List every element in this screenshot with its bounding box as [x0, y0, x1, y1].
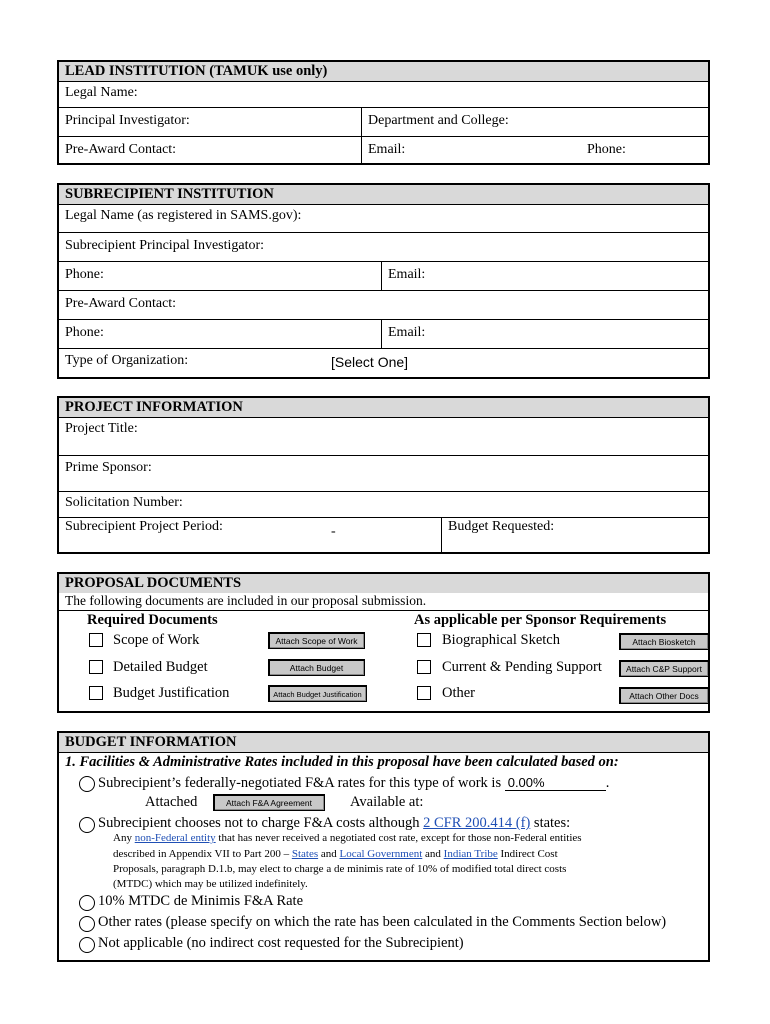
sub-email-label-1: Email:	[388, 267, 426, 282]
sub-org-type-label: Type of Organization:	[65, 353, 189, 368]
project-period-separator: -	[331, 524, 336, 539]
sub-pre-award-row	[59, 291, 708, 320]
lead-phone-label: Phone:	[587, 142, 626, 157]
budget-information-section	[57, 731, 710, 962]
lead-email-label: Email:	[368, 142, 406, 157]
attach-budget-button[interactable]: Attach Budget	[268, 659, 365, 676]
quote-line-2d: Indirect Cost	[500, 848, 558, 860]
quote-line-1a: Any	[113, 832, 132, 844]
quote-line-2c: and	[425, 848, 441, 860]
negotiated-rate-radio[interactable]	[79, 776, 95, 792]
budget-justification-label: Budget Justification	[113, 685, 230, 701]
sub-phone-field-1[interactable]	[59, 262, 381, 290]
current-pending-checkbox[interactable]	[417, 660, 431, 674]
sub-phone-label-2: Phone:	[65, 325, 104, 340]
states-link[interactable]: States	[291, 848, 319, 860]
sub-org-type-row	[59, 349, 708, 378]
lead-email-field[interactable]	[361, 137, 584, 165]
quote-line-3: Proposals, paragraph D.1.b, may elect to charge a de minimis rate of 10% of modified total direct costs	[113, 863, 567, 875]
lead-legal-name-label: Legal Name:	[65, 85, 138, 100]
quote-line-2a: described in Appendix VII to Part 200 –	[113, 848, 290, 860]
project-information-section	[57, 396, 710, 554]
sub-pre-award-field[interactable]	[59, 291, 708, 319]
lead-pi-label: Principal Investigator:	[65, 113, 190, 128]
sub-phone-label-1: Phone:	[65, 267, 104, 282]
lead-pre-award-row	[59, 137, 708, 165]
lead-institution-header: LEAD INSTITUTION (TAMUK use only)	[59, 62, 708, 82]
project-title-field[interactable]	[59, 418, 708, 455]
applicable-documents-title: As applicable per Sponsor Requirements	[414, 612, 667, 628]
budget-header: BUDGET INFORMATION	[59, 733, 708, 753]
sub-email-label-2: Email:	[388, 325, 426, 340]
lead-institution-section	[57, 60, 710, 165]
project-period-label: Subrecipient Project Period:	[65, 519, 223, 534]
project-period-field[interactable]	[59, 518, 443, 554]
indian-tribe-link[interactable]: Indian Tribe	[443, 848, 498, 860]
sub-pi-label: Subrecipient Principal Investigator:	[65, 238, 265, 253]
non-federal-entity-link[interactable]: non-Federal entity	[134, 832, 216, 844]
no-fa-charge-label	[98, 815, 570, 832]
required-documents-title: Required Documents	[87, 612, 218, 628]
quote-line-1b: that has never received a negotiated cost rate, except for those non-Federal entities	[218, 832, 582, 844]
sub-pi-row	[59, 233, 708, 262]
project-title-label: Project Title:	[65, 421, 138, 436]
negotiated-rate-text: Subrecipient’s federally-negotiated F&A rates for this type of work is	[98, 775, 502, 791]
lead-dept-field[interactable]	[361, 108, 708, 136]
proposal-documents-section	[57, 572, 710, 713]
other-rates-label: Other rates (please specify on which the rate has been calculated in the Comments Section below)	[98, 914, 667, 930]
attach-scope-of-work-button[interactable]: Attach Scope of Work	[268, 632, 365, 649]
cfr-link[interactable]: 2 CFR 200.414 (f)	[423, 815, 531, 831]
no-fa-charge-text: Subrecipient chooses not to charge F&A costs although	[98, 815, 420, 831]
negotiated-rate-input[interactable]: 0.00%	[505, 775, 606, 791]
budget-justification-checkbox[interactable]	[89, 686, 103, 700]
proposal-divider	[59, 610, 708, 611]
attach-biosketch-button[interactable]: Attach Biosketch	[619, 633, 709, 650]
subrecipient-header: SUBRECIPIENT INSTITUTION	[59, 185, 708, 205]
attach-budget-justification-button[interactable]: Attach Budget Justification	[268, 685, 367, 702]
other-rates-radio[interactable]	[79, 916, 95, 932]
other-docs-label: Other	[442, 685, 476, 701]
lead-pre-award-field[interactable]	[59, 137, 361, 165]
de-minimis-radio[interactable]	[79, 895, 95, 911]
prime-sponsor-field[interactable]	[59, 456, 708, 491]
other-docs-checkbox[interactable]	[417, 686, 431, 700]
quote-line-1	[113, 832, 582, 844]
prime-sponsor-row	[59, 456, 708, 492]
quote-line-4: (MTDC) which may be utilized indefinitely.	[113, 878, 308, 890]
budget-requested-field[interactable]	[441, 518, 708, 554]
budget-requested-label: Budget Requested:	[448, 519, 555, 534]
quote-line-2	[113, 848, 558, 860]
de-minimis-label: 10% MTDC de Minimis F&A Rate	[98, 893, 304, 909]
local-government-link[interactable]: Local Government	[339, 848, 423, 860]
quote-line-2b: and	[320, 848, 337, 860]
project-title-row	[59, 418, 708, 456]
period-row	[59, 518, 708, 554]
negotiated-rate-label	[98, 775, 609, 792]
proposal-intro: The following documents are included in our proposal submission.	[65, 593, 427, 608]
project-header: PROJECT INFORMATION	[59, 398, 708, 418]
sub-email-field-1[interactable]	[381, 262, 708, 290]
lead-phone-field[interactable]	[581, 137, 708, 165]
sub-legal-name-row	[59, 205, 708, 233]
attach-fa-agreement-button[interactable]: Attach F&A Agreement	[213, 794, 325, 811]
current-pending-label: Current & Pending Support	[442, 659, 602, 675]
attach-other-docs-button[interactable]: Attach Other Docs	[619, 687, 709, 704]
detailed-budget-label: Detailed Budget	[113, 659, 208, 675]
attach-cp-support-button[interactable]: Attach C&P Support	[619, 660, 709, 677]
sub-legal-name-label: Legal Name (as registered in SAMS.gov):	[65, 208, 302, 223]
scope-of-work-checkbox[interactable]	[89, 633, 103, 647]
lead-pi-field[interactable]	[59, 108, 361, 136]
sub-phone-row-2	[59, 320, 708, 349]
not-applicable-label: Not applicable (no indirect cost requested for the Subrecipient)	[98, 935, 464, 951]
negotiated-rate-period: .	[605, 775, 610, 791]
scope-of-work-label: Scope of Work	[113, 632, 200, 648]
not-applicable-radio[interactable]	[79, 937, 95, 953]
fa-rates-question: 1. Facilities & Administrative Rates included in this proposal have been calculated based on:	[65, 754, 619, 770]
solicitation-row	[59, 492, 708, 518]
no-fa-charge-states: states:	[533, 815, 571, 831]
sub-email-field-2[interactable]	[381, 320, 708, 348]
proposal-header: PROPOSAL DOCUMENTS	[59, 574, 708, 593]
lead-pi-row	[59, 108, 708, 137]
prime-sponsor-label: Prime Sponsor:	[65, 460, 152, 475]
lead-pre-award-label: Pre-Award Contact:	[65, 142, 177, 157]
lead-legal-name-row	[59, 82, 708, 108]
no-fa-charge-radio[interactable]	[79, 817, 95, 833]
sub-legal-name-field[interactable]	[59, 205, 708, 232]
attached-label: Attached	[145, 794, 198, 810]
biosketch-label: Biographical Sketch	[442, 632, 560, 648]
sub-pi-field[interactable]	[59, 233, 708, 261]
biosketch-checkbox[interactable]	[417, 633, 431, 647]
detailed-budget-checkbox[interactable]	[89, 660, 103, 674]
org-type-select[interactable]: [Select One]	[331, 354, 409, 370]
sub-phone-field-2[interactable]	[59, 320, 381, 348]
solicitation-label: Solicitation Number:	[65, 495, 183, 510]
sub-phone-row-1	[59, 262, 708, 291]
sub-pre-award-label: Pre-Award Contact:	[65, 296, 177, 311]
subrecipient-institution-section	[57, 183, 710, 379]
available-at-label: Available at:	[350, 794, 424, 810]
solicitation-field[interactable]	[59, 492, 708, 517]
lead-dept-label: Department and College:	[368, 113, 509, 128]
lead-legal-name-field[interactable]	[59, 82, 708, 107]
